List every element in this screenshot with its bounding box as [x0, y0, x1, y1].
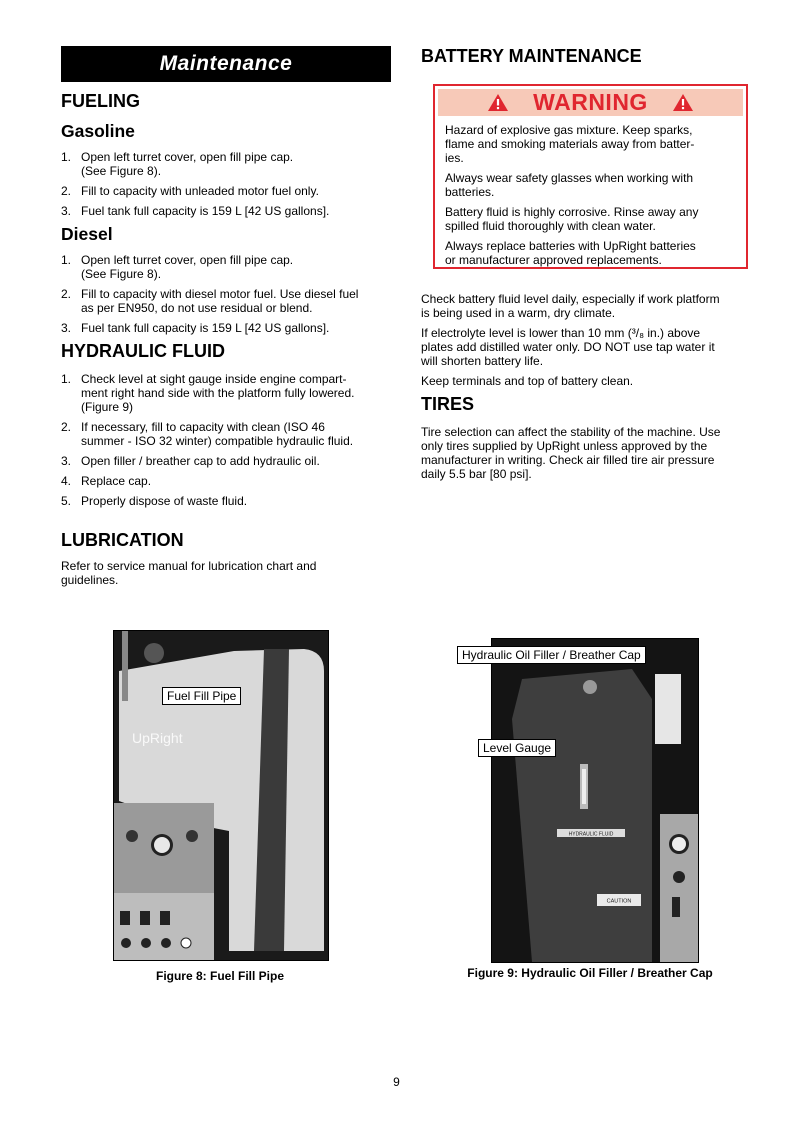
warning-body: [435, 119, 746, 267]
figure-8-photo: [113, 630, 329, 961]
list-item: 3. Fuel tank full capacity is 159 L [42 US gallons].: [61, 321, 330, 335]
fueling-heading: FUELING: [61, 91, 140, 111]
warning-line: Battery fluid is highly corrosive. Rinse away any spilled fluid thoroughly with clean water.: [445, 205, 699, 233]
level-gauge-callout: Level Gauge: [478, 739, 556, 757]
list-item: 1. Open left turret cover, open fill pipe cap. (See Figure 8).: [61, 150, 294, 178]
tires-text: Tire selection can affect the stability of the machine. Use only tires supplied by UpRight unless approved by the manufacturer in writing. Check air filled tire air pressure daily 5.5 bar [80 psi].: [421, 425, 721, 481]
gasoline-heading: Gasoline: [61, 121, 135, 141]
filler-cap-callout: Hydraulic Oil Filler / Breather Cap: [457, 646, 646, 664]
battery-heading: BATTERY MAINTENANCE: [421, 46, 642, 66]
hydraulic-tank-illustration: [492, 639, 698, 962]
gasoline-steps: [61, 150, 391, 218]
figure-8-caption: Figure 8: Fuel Fill Pipe: [155, 969, 284, 983]
left-column: [61, 46, 391, 587]
battery-paragraph: If electrolyte level is lower than 10 mm (³/₈ in.) above plates add distilled water only. DO NOT use tap water it will shorten battery life.: [421, 326, 715, 368]
warning-triangle-icon: [487, 93, 509, 112]
warning-title: WARNING: [533, 89, 648, 115]
warning-line: Always wear safety glasses when working with batteries.: [445, 171, 694, 199]
hydraulic-steps: [61, 372, 391, 508]
list-item: 2. If necessary, fill to capacity with clean (ISO 46 summer - ISO 32 winter) compatible hydraulic fluid.: [61, 420, 354, 448]
warning-line: Always replace batteries with UpRight batteries or manufacturer approved replacements.: [445, 239, 696, 267]
warning-box: [433, 84, 748, 269]
section-banner: Maintenance: [61, 46, 391, 82]
right-column: [421, 46, 758, 481]
diesel-steps: [61, 253, 391, 335]
figure-9-photo: [462, 638, 699, 963]
list-item: 2. Fill to capacity with diesel motor fuel. Use diesel fuel as per EN950, do not use residual or blend.: [61, 287, 359, 315]
list-item: 1. Check level at sight gauge inside engine compart- ment right hand side with the platform fully lowered. (Figure 9): [61, 372, 355, 414]
list-item: 5. Properly dispose of waste fluid.: [61, 494, 248, 508]
warning-triangle-icon: [672, 93, 694, 112]
tank-logo-text: UpRight: [132, 730, 183, 746]
list-item: 1. Open left turret cover, open fill pipe cap. (See Figure 8).: [61, 253, 294, 281]
warning-line: Hazard of explosive gas mixture. Keep sparks, flame and smoking materials away from batter- ies.: [445, 123, 695, 165]
warning-header: [438, 89, 743, 116]
tires-heading: TIRES: [421, 394, 475, 414]
lubrication-heading: LUBRICATION: [61, 530, 184, 550]
list-item: 4. Replace cap.: [61, 474, 152, 488]
caution-label: CAUTION: [606, 898, 632, 905]
battery-paragraph: Keep terminals and top of battery clean.: [421, 374, 634, 388]
lubrication-text: Refer to service manual for lubrication chart and guidelines.: [61, 559, 317, 587]
fuel-fill-pipe-callout: Fuel Fill Pipe: [162, 687, 241, 705]
battery-paragraph: Check battery fluid level daily, especially if work platform is being used in a warm, dry climate.: [421, 292, 720, 320]
diesel-heading: Diesel: [61, 224, 113, 244]
battery-text: [421, 292, 758, 481]
hydraulic-heading: HYDRAULIC FLUID: [61, 341, 225, 361]
figure-9-caption: Figure 9: Hydraulic Oil Filler / Breather Cap: [467, 966, 713, 980]
hydraulic-fluid-tank-label: HYDRAULIC FLUID: [568, 831, 614, 838]
fuel-tank-illustration: [114, 631, 328, 960]
list-item: 2. Fill to capacity with unleaded motor fuel only.: [61, 184, 319, 198]
page-number: 9: [393, 1075, 400, 1089]
list-item: 3. Fuel tank full capacity is 159 L [42 US gallons].: [61, 204, 330, 218]
list-item: 3. Open filler / breather cap to add hydraulic oil.: [61, 454, 320, 468]
